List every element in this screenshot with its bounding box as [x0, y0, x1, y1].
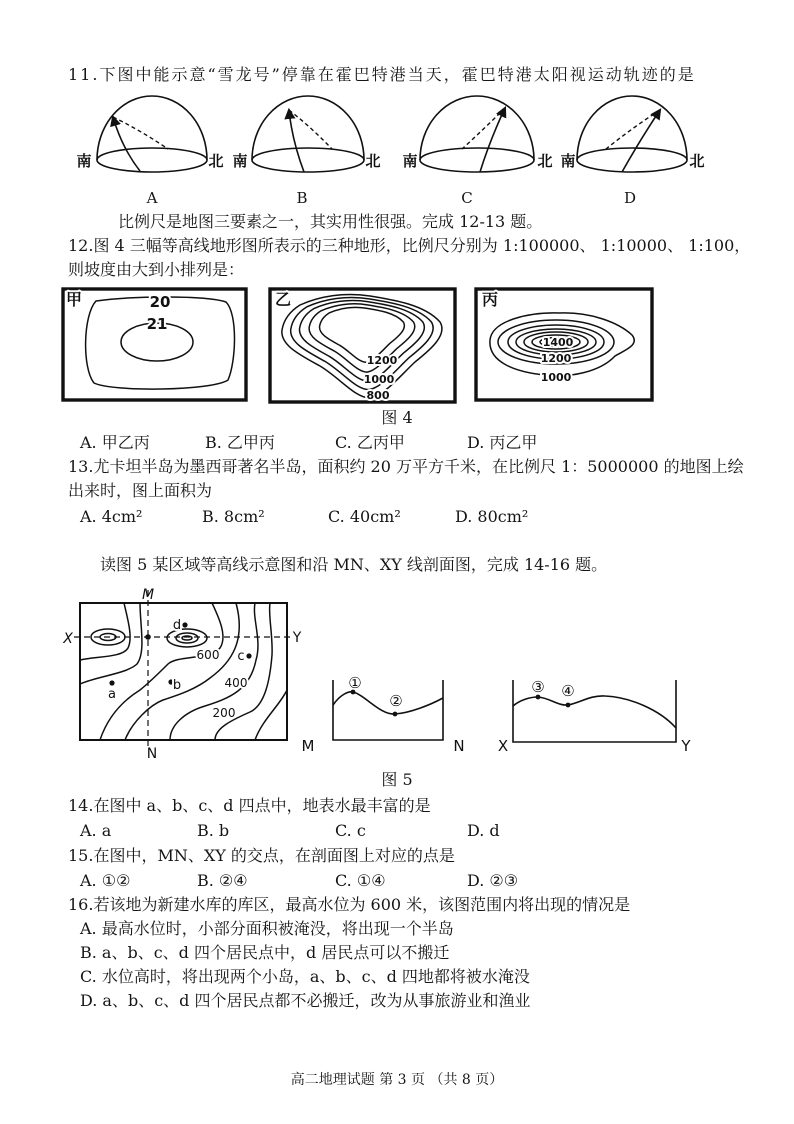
contour-line — [282, 294, 442, 398]
q11-stem: 11.下图中能示意“雪龙号”停靠在霍巴特港当天，霍巴特港太阳视运动轨迹的是 — [68, 65, 696, 84]
choice-label-a: A — [146, 189, 158, 207]
profile-end-n: N — [453, 737, 465, 755]
south-label: 南 — [76, 152, 92, 170]
north-label: 北 — [365, 152, 381, 170]
south-label: 南 — [560, 152, 576, 170]
profile-start-m: M — [301, 737, 315, 755]
contour-value: 1200 — [366, 354, 398, 367]
q13-stem-line2: 出来时，图上面积为 — [68, 481, 213, 500]
sun-path-visible — [622, 110, 660, 172]
south-label: 南 — [402, 152, 418, 170]
sun-path-hidden — [606, 110, 660, 149]
q15-option-b: B. ②④ — [197, 871, 248, 890]
sun-path-hidden — [462, 108, 505, 149]
contour-value: 21 — [146, 315, 168, 333]
contour-line — [100, 603, 223, 740]
q14-option-c: C. c — [335, 821, 366, 840]
sky-dome — [577, 96, 687, 160]
contour-value: 1400 — [542, 336, 574, 349]
contour-value: 600 — [196, 648, 220, 662]
intro-14-16: 读图 5 某区域等高线示意图和沿 MN、XY 线剖面图，完成 14-16 题。 — [100, 555, 608, 574]
contour-value: 1000 — [540, 371, 572, 384]
contour-map-bing — [476, 289, 652, 400]
contour-value: 400 — [224, 676, 248, 690]
figure5-caption: 图 5 — [381, 770, 413, 789]
profile-xy — [498, 678, 692, 755]
q13-option-c: C. 40cm² — [328, 507, 401, 526]
point-c-label: c — [237, 649, 245, 664]
map-name: 丙 — [481, 290, 499, 309]
hemisphere-d — [560, 96, 704, 172]
sun-path-hidden — [113, 117, 168, 149]
horizon-ellipse — [420, 148, 534, 172]
contour-line — [291, 297, 433, 389]
profile-curve — [513, 696, 676, 728]
q15-option-a: A. ①② — [80, 871, 131, 890]
q15-option-c: C. ①④ — [335, 871, 386, 890]
profile-label-3: ③ — [531, 678, 545, 696]
point-d-marker — [182, 622, 187, 627]
q16-stem: 16.若该地为新建水库的库区，最高水位为 600 米，该图范围内将出现的情况是 — [68, 895, 631, 914]
horizon-ellipse — [97, 148, 207, 172]
label-m: M — [141, 587, 155, 603]
sun-path-visible — [480, 108, 505, 172]
q11-sun-path-diagrams — [0, 88, 794, 188]
contour-loop — [176, 633, 198, 643]
choice-label-d: D — [623, 189, 637, 207]
figure4-caption: 图 4 — [381, 408, 413, 427]
hemisphere-b — [232, 96, 380, 172]
north-label: 北 — [537, 152, 553, 170]
map-name: 乙 — [274, 290, 292, 309]
point-d-label: d — [172, 618, 182, 633]
q16-option-c: C. 水位高时，将出现两个小岛，a、b、c、d 四地都将被水淹没 — [80, 967, 530, 986]
profile-end-y: Y — [681, 737, 691, 755]
figure4-contour-maps — [0, 282, 794, 407]
q12-option-c: C. 乙丙甲 — [335, 433, 405, 452]
q13-option-a: A. 4cm² — [80, 507, 143, 526]
profile-label-4: ④ — [561, 682, 575, 700]
q15-stem: 15.在图中，MN、XY 的交点，在剖面图上对应的点是 — [68, 846, 455, 865]
profile-point-2 — [393, 712, 398, 717]
contour-map — [62, 587, 302, 762]
sky-dome — [420, 96, 534, 160]
contour-value: 20 — [149, 293, 171, 311]
horizon-ellipse — [577, 148, 687, 172]
label-y: Y — [292, 630, 302, 646]
point-b-label: b — [172, 678, 182, 693]
hemisphere-a — [76, 96, 223, 172]
q14-option-b: B. b — [197, 821, 230, 840]
figure5-contour-and-profiles — [0, 582, 794, 762]
contour-value: 800 — [366, 389, 390, 402]
profile-label-1: ① — [348, 674, 362, 692]
q15-option-d: D. ②③ — [467, 871, 519, 890]
contour-line — [80, 603, 142, 684]
north-label: 北 — [208, 152, 224, 170]
point-c-marker — [246, 653, 251, 658]
south-label: 南 — [232, 152, 248, 170]
contour-value: 1000 — [363, 373, 395, 386]
intersection-point — [145, 634, 151, 640]
q13-stem-line1: 13.尤卡坦半岛为墨西哥著名半岛，面积约 20 万平方千米，在比例尺 1：5000000 的地图上绘 — [68, 457, 744, 476]
page-footer: 高二地理试题 第 3 页 （共 8 页） — [290, 1072, 504, 1088]
label-x: X — [63, 631, 73, 647]
q16-option-a: A. 最高水位时，小部分面积被淹没，将出现一个半岛 — [80, 919, 454, 938]
q12-option-d: D. 丙乙甲 — [467, 433, 538, 452]
hemisphere-c — [402, 96, 552, 172]
q14-stem: 14.在图中 a、b、c、d 四点中，地表水最丰富的是 — [68, 796, 431, 815]
q14-option-a: A. a — [80, 821, 112, 840]
q13-option-d: D. 80cm² — [455, 507, 529, 526]
profile-start-x: X — [497, 737, 509, 755]
point-a-label: a — [108, 687, 116, 702]
profile-mn — [302, 674, 465, 755]
contour-value: 1200 — [540, 352, 572, 365]
label-n: N — [146, 746, 158, 762]
sky-dome — [252, 96, 364, 160]
q12-stem-line1: 12.图 4 三幅等高线地形图所表示的三种地形，比例尺分别为 1:100000、 1:10000、 1:100， — [68, 236, 751, 255]
north-label: 北 — [689, 152, 705, 170]
contour-line — [80, 603, 130, 660]
contour-map-yi — [270, 289, 455, 402]
sun-path-visible — [113, 117, 140, 171]
q16-option-b: B. a、b、c、d 四个居民点中，d 居民点可以不搬迁 — [80, 943, 450, 962]
intro-12-13: 比例尺是地图三要素之一，其实用性很强。完成 12-13 题。 — [118, 212, 543, 231]
q12-stem-line2: 则坡度由大到小排列是： — [68, 260, 245, 279]
profile-label-2: ② — [389, 692, 403, 710]
contour-map-jia — [63, 289, 246, 400]
contour-line — [255, 690, 287, 740]
horizon-ellipse — [252, 148, 364, 172]
q16-option-d: D. a、b、c、d 四个居民点都不必搬迁，改为从事旅游业和渔业 — [80, 991, 531, 1010]
q14-option-d: D. d — [467, 821, 500, 840]
profile-point-4 — [566, 703, 571, 708]
contour-value: 200 — [212, 706, 236, 720]
choice-label-c: C — [461, 189, 473, 207]
point-a-marker — [109, 680, 114, 685]
q12-option-b: B. 乙甲丙 — [205, 433, 275, 452]
q12-option-a: A. 甲乙丙 — [80, 433, 150, 452]
q13-option-b: B. 8cm² — [202, 507, 265, 526]
choice-label-b: B — [296, 189, 308, 207]
sun-path-visible — [289, 110, 304, 172]
sky-dome — [97, 96, 207, 160]
profile-curve — [333, 692, 443, 714]
map-name: 甲 — [65, 290, 83, 309]
